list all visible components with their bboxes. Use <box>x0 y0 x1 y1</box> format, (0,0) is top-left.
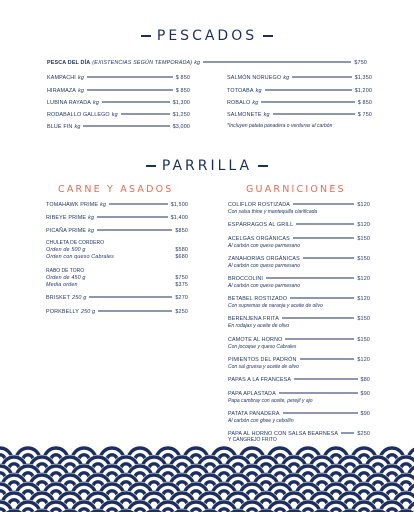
item-description: Con sal gruesa y aceite de olivo <box>228 364 299 370</box>
dot-leader <box>293 204 354 205</box>
item-unit: kg <box>263 112 270 118</box>
item-price: $ 850 <box>175 88 190 94</box>
dot-leader <box>87 90 173 91</box>
menu-item-pescado <box>47 124 190 131</box>
dot-leader <box>300 359 355 360</box>
item-price: $150 <box>357 316 370 322</box>
menu-item-guarnicion <box>228 202 370 209</box>
item-unit: kg <box>100 202 107 208</box>
item-description: Papa cambray con aceite, perejil y ajo <box>228 398 313 404</box>
option-price: $375 <box>175 282 188 288</box>
item-name: PATATA PANADERA <box>228 411 280 417</box>
item-unit: kg <box>111 112 118 118</box>
item-unit: kg <box>194 60 201 66</box>
dot-leader <box>279 393 358 394</box>
menu-item-pesca-del-dia <box>47 60 367 67</box>
dot-leader <box>341 433 354 434</box>
item-price: $1,250 <box>172 112 190 118</box>
rabo-name: RABO DE TORO <box>46 268 85 274</box>
menu-item-carne <box>46 228 188 235</box>
dot-leader <box>283 413 358 414</box>
item-name: BRISKET <box>46 295 71 301</box>
parrilla-title-text: PARRILLA <box>161 158 253 174</box>
item-price: $1,500 <box>170 202 188 208</box>
item-name: COLIFLOR ROSTIZADA <box>228 202 291 208</box>
dot-leader <box>109 204 167 205</box>
menu-item-pescado <box>227 100 372 107</box>
item-unit: kg <box>78 88 85 94</box>
item-price: $120 <box>357 276 370 282</box>
item-name: CAMOTE AL HORNO <box>228 337 283 343</box>
item-price: $90 <box>360 411 370 417</box>
item-name: BLUE FIN <box>47 124 73 130</box>
item-name: RODABALLO GALLEGO <box>47 112 110 118</box>
dot-leader <box>265 90 352 91</box>
item-price: $250 <box>175 309 188 315</box>
item-unit: kg <box>252 100 259 106</box>
item-price: $750 <box>354 60 367 66</box>
menu-item-brisket <box>46 295 188 302</box>
item-price: $120 <box>357 357 370 363</box>
item-price: $80 <box>360 377 370 383</box>
item-price: $3,000 <box>172 124 190 130</box>
item-name: TOTOABA <box>227 88 254 94</box>
menu-item-guarnicion <box>228 296 370 303</box>
item-price: $120 <box>357 222 370 228</box>
dot-leader <box>303 258 355 259</box>
dot-leader <box>261 102 354 103</box>
dot-leader <box>83 126 169 127</box>
item-price: $120 <box>357 202 370 208</box>
item-description: Al carbón con ghee y cebollín <box>228 418 294 424</box>
option-label: Orden de 500 g <box>46 247 86 253</box>
menu-item-porkbelly <box>46 309 188 316</box>
item-unit: kg <box>283 75 290 81</box>
item-unit: kg <box>74 124 81 130</box>
section-title-pescados <box>0 28 414 44</box>
item-price: $150 <box>357 337 370 343</box>
pescados-title-text: PESCADOS <box>156 28 258 44</box>
chuleta-option-1 <box>46 247 188 254</box>
item-price: $90 <box>360 391 370 397</box>
item-description: Con supremas de naranja y aceite de olivo <box>228 303 323 309</box>
item-price: $250 <box>357 431 370 437</box>
dot-leader <box>292 77 351 78</box>
item-unit: kg <box>93 100 99 106</box>
menu-item-guarnicion <box>228 411 370 418</box>
item-name: BROCCOLINI <box>228 276 264 282</box>
item-price: $ 850 <box>357 100 372 106</box>
item-price: $ 850 <box>175 75 190 81</box>
menu-item-carne <box>46 215 188 222</box>
title-dash-right <box>263 35 273 36</box>
item-name: KAMPACHI <box>47 75 76 81</box>
item-unit: 250 g <box>72 295 87 301</box>
dot-leader <box>98 311 172 312</box>
section-title-parrilla <box>0 158 414 174</box>
item-description: Al carbón con queso parmesano <box>228 263 300 269</box>
dot-leader <box>273 114 355 115</box>
item-price: $270 <box>175 295 188 301</box>
menu-item-guarnicion <box>228 391 370 398</box>
menu-item-pescado <box>227 75 372 82</box>
item-name: BETABEL ROSTIZADO <box>228 296 288 302</box>
dot-leader <box>266 278 354 279</box>
chuleta-option-2 <box>46 254 188 261</box>
dot-leader <box>293 238 355 239</box>
item-name: PESCA DEL DÍA <box>47 60 91 66</box>
item-name: SALMÓN NORUEGO <box>227 75 282 81</box>
option-price: $680 <box>175 254 188 260</box>
item-price: $1,300 <box>172 100 190 106</box>
item-description: Con salsa thine y mantequilla clarificada <box>228 209 318 215</box>
item-price: $1,400 <box>170 215 188 221</box>
item-unit: kg <box>88 215 95 221</box>
item-description: En rodajas y aceite de olivo <box>228 323 290 329</box>
dot-leader <box>102 102 170 103</box>
item-unit: kg <box>88 228 95 234</box>
dot-leader <box>282 318 354 319</box>
dot-leader <box>285 339 354 340</box>
menu-item-pescado <box>227 88 372 95</box>
item-price: $120 <box>357 296 370 302</box>
title-dash-left <box>146 165 156 166</box>
menu-item-guarnicion <box>228 236 370 243</box>
item-name: BERENJENA FRITA <box>228 316 279 322</box>
item-name: PAPA APLASTADA <box>228 391 276 397</box>
item-price: $150 <box>357 236 370 242</box>
title-dash-right <box>258 165 268 166</box>
menu-item-guarnicion <box>228 222 370 229</box>
menu-item-guarnicion <box>228 357 370 364</box>
menu-item-pescado <box>47 88 190 95</box>
item-name: LUBINA RAYADA <box>47 100 91 106</box>
item-price: $ 750 <box>357 112 372 118</box>
item-qualifier: (EXISTENCIAS SEGÚN TEMPORADA) <box>92 60 193 66</box>
dot-leader <box>89 297 172 298</box>
item-unit: 250 g <box>81 309 96 315</box>
item-price: $1,200 <box>354 88 372 94</box>
dot-leader <box>203 62 351 63</box>
dot-leader <box>290 298 354 299</box>
menu-item-guarnicion <box>228 377 370 384</box>
option-price: $580 <box>175 247 188 253</box>
item-name: PORKBELLY <box>46 309 80 315</box>
item-name: ZANAHORIAS ORGÁNICAS <box>228 256 300 262</box>
item-name: PAPAS A LA FRANCESA <box>228 377 292 383</box>
dot-leader <box>296 224 354 225</box>
option-price: $750 <box>175 275 188 281</box>
menu-item-guarnicion <box>228 256 370 263</box>
dot-leader <box>87 77 173 78</box>
item-name: ACELGAS ORGÁNICAS <box>228 236 290 242</box>
option-label: Media orden <box>46 282 78 288</box>
item-name: SALMONETE <box>227 112 262 118</box>
item-description: Al carbón con queso parmesano <box>228 243 300 249</box>
menu-item-pescado <box>227 112 372 119</box>
guarnicion-last-line-2: Y CANGREJO FRITO <box>228 437 277 443</box>
menu-item-pescado <box>47 100 190 107</box>
item-name: PAPA AL HORNO CON SALSA BEARNESA <box>228 431 339 437</box>
pescados-note: *Incluyen patata panadera o verduras al carbón <box>227 123 333 129</box>
item-price: $150 <box>357 256 370 262</box>
item-name: PICAÑA PRIME <box>46 228 87 234</box>
menu-item-carne <box>46 202 188 209</box>
rabo-option-2 <box>46 282 188 289</box>
dot-leader <box>121 114 170 115</box>
option-label: Orden de 450 g <box>46 275 86 281</box>
dot-leader <box>97 217 167 218</box>
item-description: Con jocoque y queso Cabrales <box>228 344 297 350</box>
dot-leader <box>294 379 357 380</box>
menu-item-pescado <box>47 112 190 119</box>
item-price: $1,350 <box>354 75 372 81</box>
item-price: $850 <box>175 228 188 234</box>
item-unit: kg <box>77 75 84 81</box>
item-name: TOMAHAWK PRIME <box>46 202 99 208</box>
item-name: HIRAMAZA <box>47 88 77 94</box>
item-unit: kg <box>255 88 262 94</box>
item-name: RIBEYE PRIME <box>46 215 87 221</box>
menu-item-guarnicion <box>228 337 370 344</box>
item-name: PIMIENTOS DEL PADRÓN <box>228 357 297 363</box>
item-description: Al carbón con queso parmesano <box>228 283 300 289</box>
menu-item-guarnicion <box>228 316 370 323</box>
guarniciones-title: GUARNICIONES <box>246 184 346 195</box>
chuleta-name: CHULETA DE CORDERO <box>46 240 104 246</box>
wave-pattern-decoration <box>0 444 414 512</box>
carne-y-asados-title: CARNE Y ASADOS <box>58 184 174 195</box>
title-dash-left <box>141 35 151 36</box>
menu-item-guarnicion <box>228 276 370 283</box>
rabo-option-1 <box>46 275 188 282</box>
menu-item-pescado <box>47 75 190 82</box>
item-name: ROBALO <box>227 100 251 106</box>
option-label: Orden con queso Cabrales <box>46 254 115 260</box>
item-name: ESPÁRRAGOS AL GRILL <box>228 222 294 228</box>
dot-leader <box>97 230 172 231</box>
